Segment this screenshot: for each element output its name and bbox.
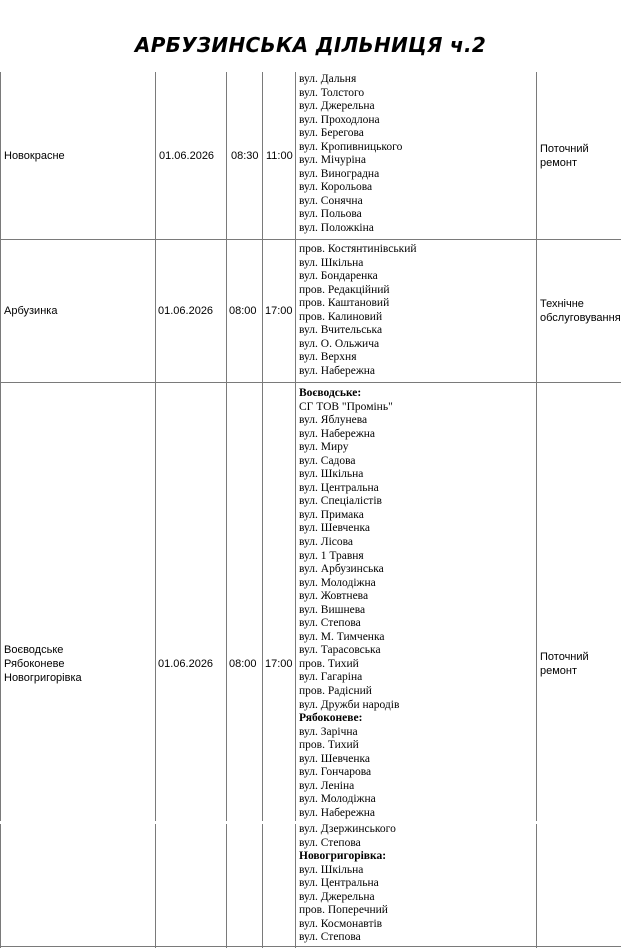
street-item: вул. Спеціалістів — [299, 495, 382, 508]
street-item: вул. О. Ольжича — [299, 337, 380, 350]
settlement-cell — [4, 240, 154, 382]
street-item: вул. Корольова — [299, 181, 373, 194]
table-border — [295, 824, 296, 948]
street-item: пров. Радісний — [299, 685, 372, 698]
start-time: 08:00 — [229, 305, 257, 317]
table-border — [536, 72, 537, 821]
street-item: пров. Поперечний — [299, 904, 388, 917]
street-item: вул. Кропивницького — [299, 140, 403, 153]
street-item: вул. Яблунева — [299, 414, 368, 427]
end-time-cell — [265, 240, 295, 382]
settlement-cell — [4, 383, 154, 945]
start-time-cell — [229, 240, 260, 382]
street-list — [299, 387, 399, 821]
street-item: пров. Каштановий — [299, 297, 390, 310]
street-item: вул. Джерельна — [299, 890, 375, 903]
end-time: 17:00 — [265, 305, 293, 317]
street-item: вул. Набережна — [299, 427, 376, 440]
table-border — [155, 824, 156, 948]
table-border — [0, 824, 1, 948]
start-time: 08:30 — [231, 150, 259, 162]
settlement-name: Воєводське Рябоконеве Новогригорівка — [4, 644, 82, 684]
end-time-cell — [266, 73, 295, 239]
start-time-cell — [229, 383, 260, 945]
street-item: вул. Примака — [299, 508, 364, 521]
street-item: вул. Шкільна — [299, 468, 364, 481]
street-item: пров. Редакційний — [299, 283, 390, 296]
street-item: вул. Польова — [299, 208, 362, 221]
street-item: вул. Гагаріна — [299, 671, 363, 684]
street-item: Новогригорівка: — [299, 850, 387, 863]
street-item: вул. Шевченка — [299, 522, 371, 535]
street-item: вул. Леніна — [299, 779, 355, 792]
date-cell — [159, 73, 225, 239]
street-item: Рябоконеве: — [299, 712, 363, 725]
work-type: Поточний ремонт — [540, 143, 589, 169]
street-item: вул. Шкільна — [299, 256, 364, 269]
table-border — [226, 72, 227, 821]
table-border — [155, 72, 156, 821]
table-border — [295, 72, 296, 821]
street-item: вул. Центральна — [299, 877, 379, 890]
date-cell — [158, 240, 224, 382]
page-title: АРБУЗИНСЬКА ДІЛЬНИЦЯ ч.2 — [134, 33, 487, 57]
street-item: вул. Дальня — [299, 73, 357, 85]
work-type-cell — [540, 383, 620, 945]
street-item: пров. Тихий — [299, 739, 359, 752]
table-border — [262, 72, 263, 821]
street-item: вул. Центральна — [299, 481, 379, 494]
work-type: Технічне обслуговування — [540, 298, 621, 324]
street-item: вул. Шевченка — [299, 752, 371, 765]
street-item: СГ ТОВ "Промінь" — [299, 400, 393, 413]
street-item: вул. Вишнева — [299, 603, 366, 616]
street-item: вул. Набережна — [299, 364, 376, 377]
street-item: вул. Лісова — [299, 536, 354, 549]
work-type-cell — [540, 240, 621, 382]
street-item: вул. Джерельна — [299, 100, 375, 113]
street-list — [299, 73, 402, 236]
street-list — [299, 243, 417, 378]
street-item: вул. Бондаренка — [299, 270, 378, 283]
work-type-cell — [540, 73, 620, 239]
street-item: вул. Арбузинська — [299, 563, 384, 576]
street-item: вул. Мічуріна — [299, 154, 366, 167]
street-item: вул. Толстого — [299, 86, 365, 99]
start-time: 08:00 — [229, 658, 257, 670]
street-item: вул. Берегова — [299, 127, 364, 140]
street-item: вул. Молодіжна — [299, 576, 376, 589]
street-item: вул. Миру — [299, 441, 349, 454]
street-item: вул. Дзержинського — [299, 823, 396, 835]
street-item: вул. Садова — [299, 454, 356, 467]
settlement-cell — [4, 73, 154, 239]
settlement-name: Новокрасне — [4, 150, 65, 162]
street-item: вул. Молодіжна — [299, 793, 376, 806]
street-item: вул. Тарасовська — [299, 644, 381, 657]
street-item: вул. Степова — [299, 836, 361, 849]
street-item: пров. Костянтинівський — [299, 243, 417, 255]
street-item: вул. Гончарова — [299, 766, 372, 779]
settlement-name: Арбузинка — [4, 305, 58, 317]
street-item: вул. Зарічна — [299, 725, 358, 738]
work-type: Поточний ремонт — [540, 651, 589, 677]
street-item: вул. Положкіна — [299, 222, 374, 235]
street-item: пров. Тихий — [299, 657, 359, 670]
street-list-continued — [299, 823, 396, 945]
start-time-cell — [231, 73, 262, 239]
outage-date: 01.06.2026 — [158, 658, 214, 670]
end-time: 11:00 — [266, 150, 293, 162]
street-item: вул. Вчительська — [299, 324, 383, 337]
table-border — [262, 824, 263, 948]
date-cell — [158, 383, 224, 945]
street-item: вул. Жовтнева — [299, 590, 369, 603]
street-item: вул. Дружби народів — [299, 698, 400, 711]
outage-date: 01.06.2026 — [158, 305, 214, 317]
street-item: вул. Виноградна — [299, 167, 380, 180]
street-item: пров. Калиновий — [299, 310, 383, 323]
street-item: вул. Набережна — [299, 806, 376, 819]
street-item: вул. Космонавтів — [299, 917, 383, 930]
street-item: вул. Степова — [299, 931, 361, 944]
street-item: вул. Сонячна — [299, 194, 363, 207]
outage-date: 01.06.2026 — [159, 150, 215, 162]
row-divider — [0, 946, 621, 947]
street-item: Воєводське: — [299, 387, 362, 399]
table-border — [536, 824, 537, 948]
street-item: вул. М. Тимченка — [299, 630, 385, 643]
street-item: вул. 1 Травня — [299, 549, 364, 562]
street-item: вул. Верхня — [299, 351, 357, 364]
street-item: вул. Степова — [299, 617, 361, 630]
table-border — [226, 824, 227, 948]
end-time: 17:00 — [265, 658, 293, 670]
street-item: вул. Шкільна — [299, 863, 364, 876]
table-border — [0, 72, 1, 821]
street-item: вул. Проходлона — [299, 113, 380, 126]
end-time-cell — [265, 383, 295, 945]
